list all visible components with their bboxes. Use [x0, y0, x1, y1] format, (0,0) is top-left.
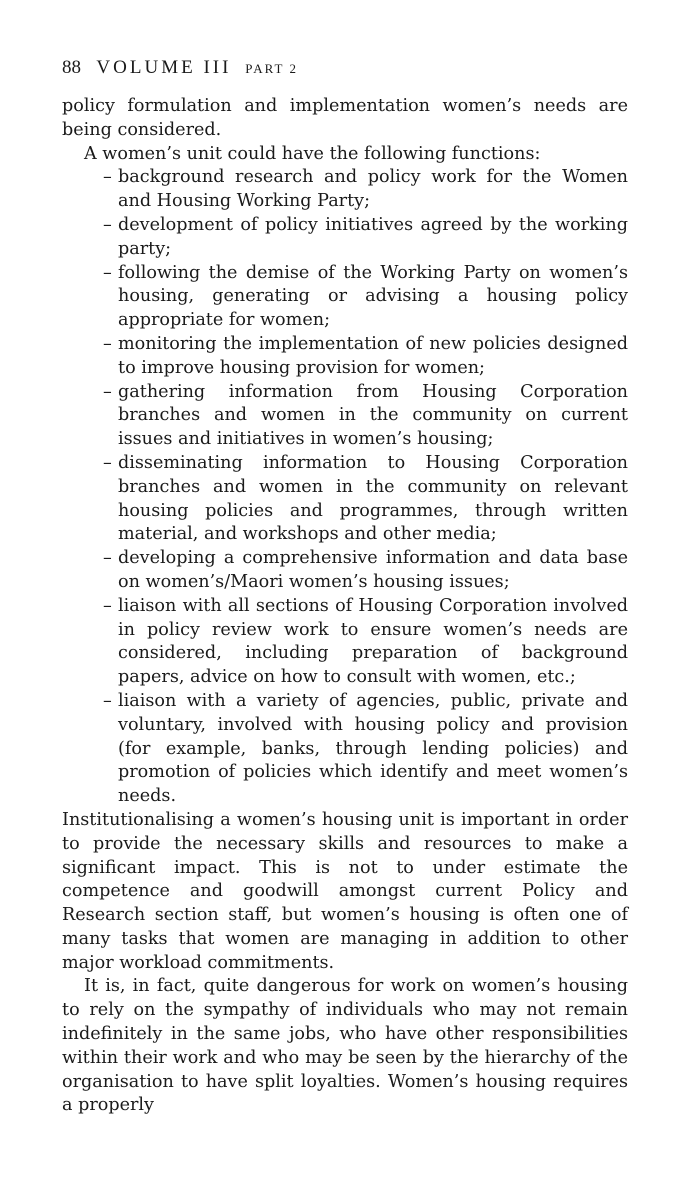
- volume-title: VOLUME III: [96, 57, 232, 78]
- list-intro: A women’s unit could have the following functions:: [84, 143, 541, 164]
- list-dash: –: [103, 548, 112, 569]
- list-item: [103, 547, 628, 595]
- running-head: [62, 56, 628, 81]
- list-item: [103, 214, 628, 262]
- list-item: [103, 166, 628, 214]
- list-item-text: monitoring the implementation of new policies designed to improve housing provision for women;: [118, 333, 628, 378]
- list-item-text: developing a comprehensive information and data base on women’s/Maori women’s housing issues;: [118, 548, 628, 592]
- list-item: [103, 595, 628, 690]
- list-dash: –: [103, 595, 112, 616]
- list-item: [103, 452, 628, 547]
- list-item-text: development of policy initiatives agreed by the working party;: [118, 214, 628, 259]
- list-item: [103, 690, 628, 809]
- list-item: [103, 262, 628, 333]
- part-label: PART 2: [245, 61, 298, 76]
- list-item-text: liaison with a variety of agencies, public, private and voluntary, involved with housing policy and provision (for example, banks, through lending policies) and promotion of policies which identify and meet women’s needs.: [118, 690, 628, 807]
- list-dash: –: [103, 690, 112, 711]
- list-item-text: gathering information from Housing Corporation branches and women in the community on current issues and initiatives in women’s housing;: [118, 381, 628, 450]
- list-item-text: disseminating information to Housing Corporation branches and women in the community on relevant housing policies and programmes, through written material, and workshops and other media;: [118, 452, 628, 545]
- list-item-text: background research and policy work for the Women and Housing Working Party;: [118, 167, 628, 212]
- list-item: [103, 381, 628, 452]
- list-dash: –: [103, 262, 112, 283]
- continuation-paragraph: policy formulation and implementation women’s needs are being considered.: [62, 96, 628, 140]
- body-paragraph: It is, in fact, quite dangerous for work on women’s housing to rely on the sympathy of individuals who may not remain indefinitely in the same jobs, who have other responsibilities within their work and who may be seen by the hierarchy of the organisation to have split loyalties. Women’s housing requires a properly: [62, 976, 628, 1116]
- list-item: [103, 333, 628, 381]
- list-dash: –: [103, 333, 112, 354]
- list-item-text: following the demise of the Working Party on women’s housing, generating or advising a housing policy appropriate for women;: [118, 262, 628, 331]
- page-number: 88: [62, 57, 81, 78]
- list-dash: –: [103, 214, 112, 235]
- document-page: [62, 56, 628, 1118]
- list-dash: –: [103, 167, 112, 188]
- functions-list: [62, 166, 628, 809]
- list-dash: –: [103, 452, 112, 473]
- body-paragraph: Institutionalising a women’s housing unit is important in order to provide the necessary skills and resources to make a significant impact. This is not to under estimate the competence and goodwill amongst current Policy and Research section staff, but women’s housing is often one of many tasks that women are managing in addition to other major workload commitments.: [62, 809, 628, 973]
- list-dash: –: [103, 381, 112, 402]
- list-item-text: liaison with all sections of Housing Corporation involved in policy review work to ensure women’s needs are considered, including preparation of background papers, advice on how to consult with women, etc.;: [118, 595, 628, 688]
